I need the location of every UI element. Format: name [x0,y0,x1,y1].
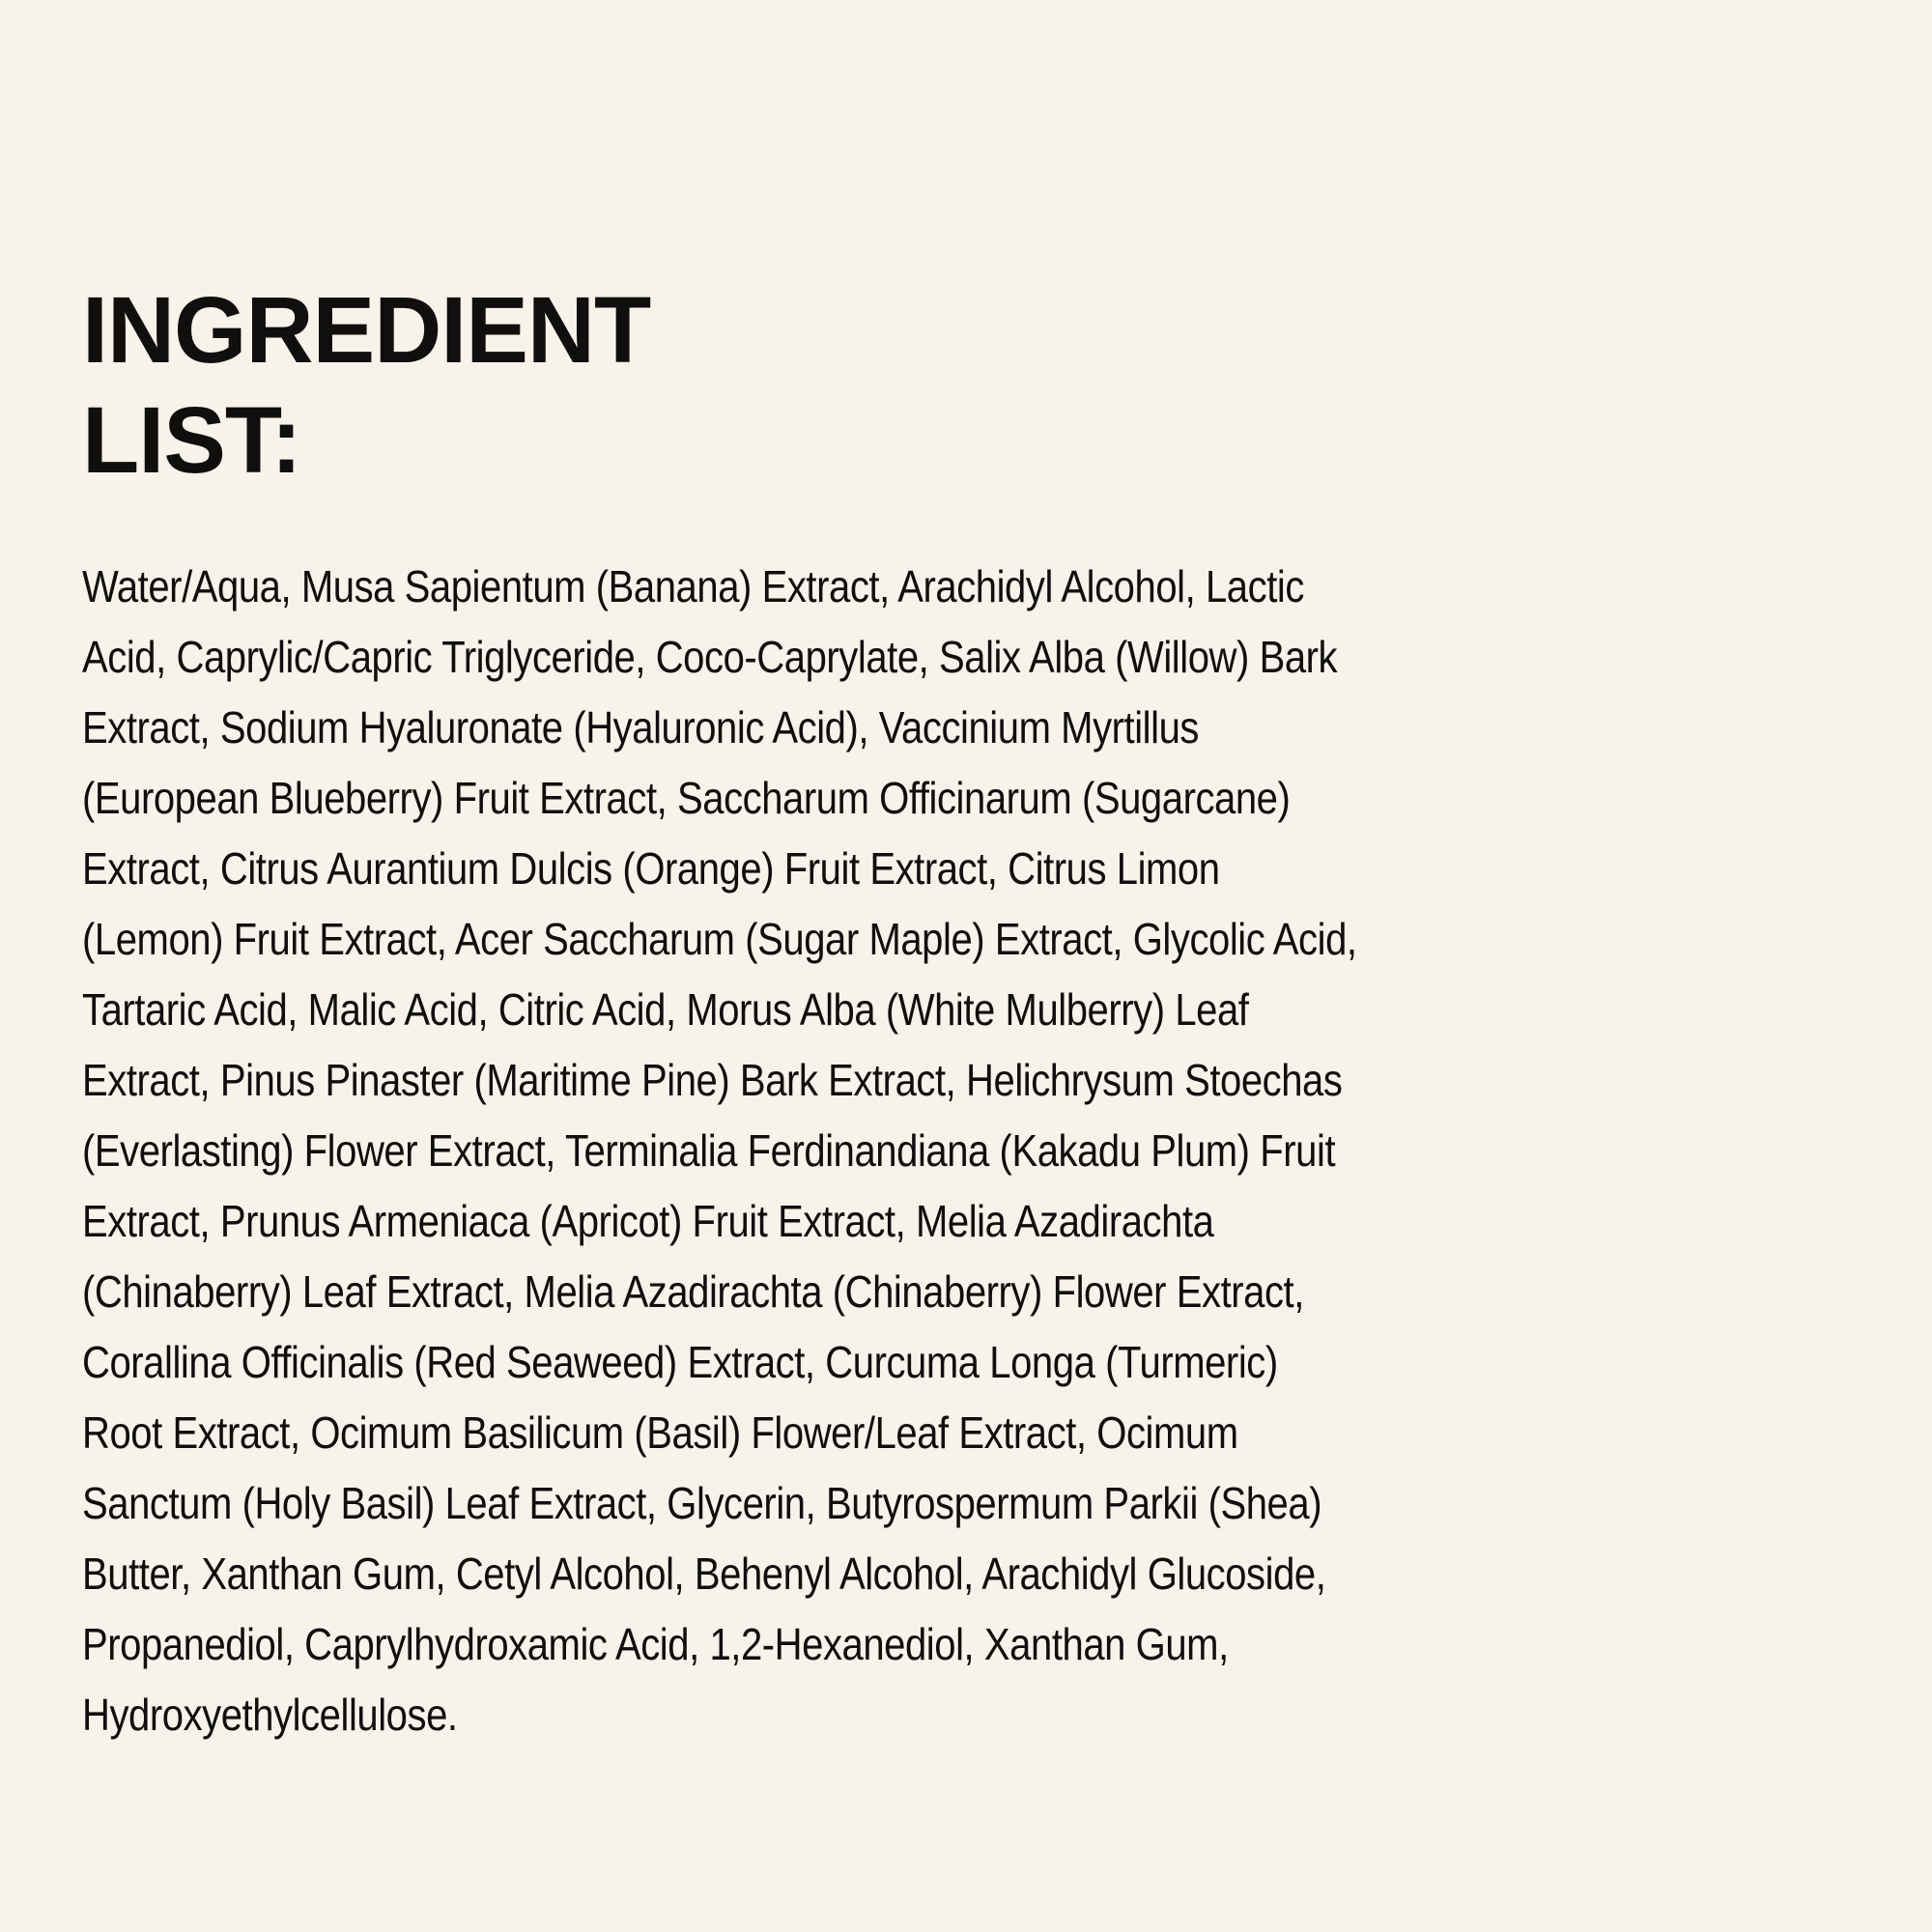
ingredient-line: Hydroxyethylcellulose. [82,1690,458,1740]
ingredient-line: (European Blueberry) Fruit Extract, Saccharum Officinarum (Sugarcane) [82,773,1291,823]
ingredient-line: Extract, Pinus Pinaster (Maritime Pine) Bark Extract, Helichrysum Stoechas [82,1055,1343,1105]
ingredient-line: (Chinaberry) Leaf Extract, Melia Azadirachta (Chinaberry) Flower Extract, [82,1266,1304,1317]
page-title-line-1: INGREDIENT [82,277,651,383]
ingredient-line: Extract, Prunus Armeniaca (Apricot) Fruit Extract, Melia Azadirachta [82,1196,1214,1246]
ingredient-line: Corallina Officinalis (Red Seaweed) Extract, Curcuma Longa (Turmeric) [82,1337,1278,1387]
ingredient-line: (Everlasting) Flower Extract, Terminalia Ferdinandiana (Kakadu Plum) Fruit [82,1125,1336,1176]
ingredient-line: Extract, Citrus Aurantium Dulcis (Orange) Fruit Extract, Citrus Limon [82,843,1220,894]
ingredient-line: Sanctum (Holy Basil) Leaf Extract, Glycerin, Butyrospermum Parkii (Shea) [82,1478,1322,1528]
ingredient-line: (Lemon) Fruit Extract, Acer Saccharum (Sugar Maple) Extract, Glycolic Acid, [82,914,1357,964]
page-title-line-2: LIST: [82,387,301,493]
ingredient-line: Tartaric Acid, Malic Acid, Citric Acid, Morus Alba (White Mulberry) Leaf [82,984,1249,1035]
ingredient-line: Water/Aqua, Musa Sapientum (Banana) Extract, Arachidyl Alcohol, Lactic [82,561,1304,611]
ingredient-line: Root Extract, Ocimum Basilicum (Basil) Flower/Leaf Extract, Ocimum [82,1407,1238,1458]
ingredient-line: Extract, Sodium Hyaluronate (Hyaluronic Acid), Vaccinium Myrtillus [82,702,1199,753]
ingredient-line: Acid, Caprylic/Capric Triglyceride, Coco-Caprylate, Salix Alba (Willow) Bark [82,632,1338,682]
ingredient-line: Propanediol, Caprylhydroxamic Acid, 1,2-Hexanediol, Xanthan Gum, [82,1619,1229,1669]
page-title [82,275,650,496]
ingredient-list [82,552,1427,1750]
ingredient-line: Butter, Xanthan Gum, Cetyl Alcohol, Behenyl Alcohol, Arachidyl Glucoside, [82,1548,1326,1599]
